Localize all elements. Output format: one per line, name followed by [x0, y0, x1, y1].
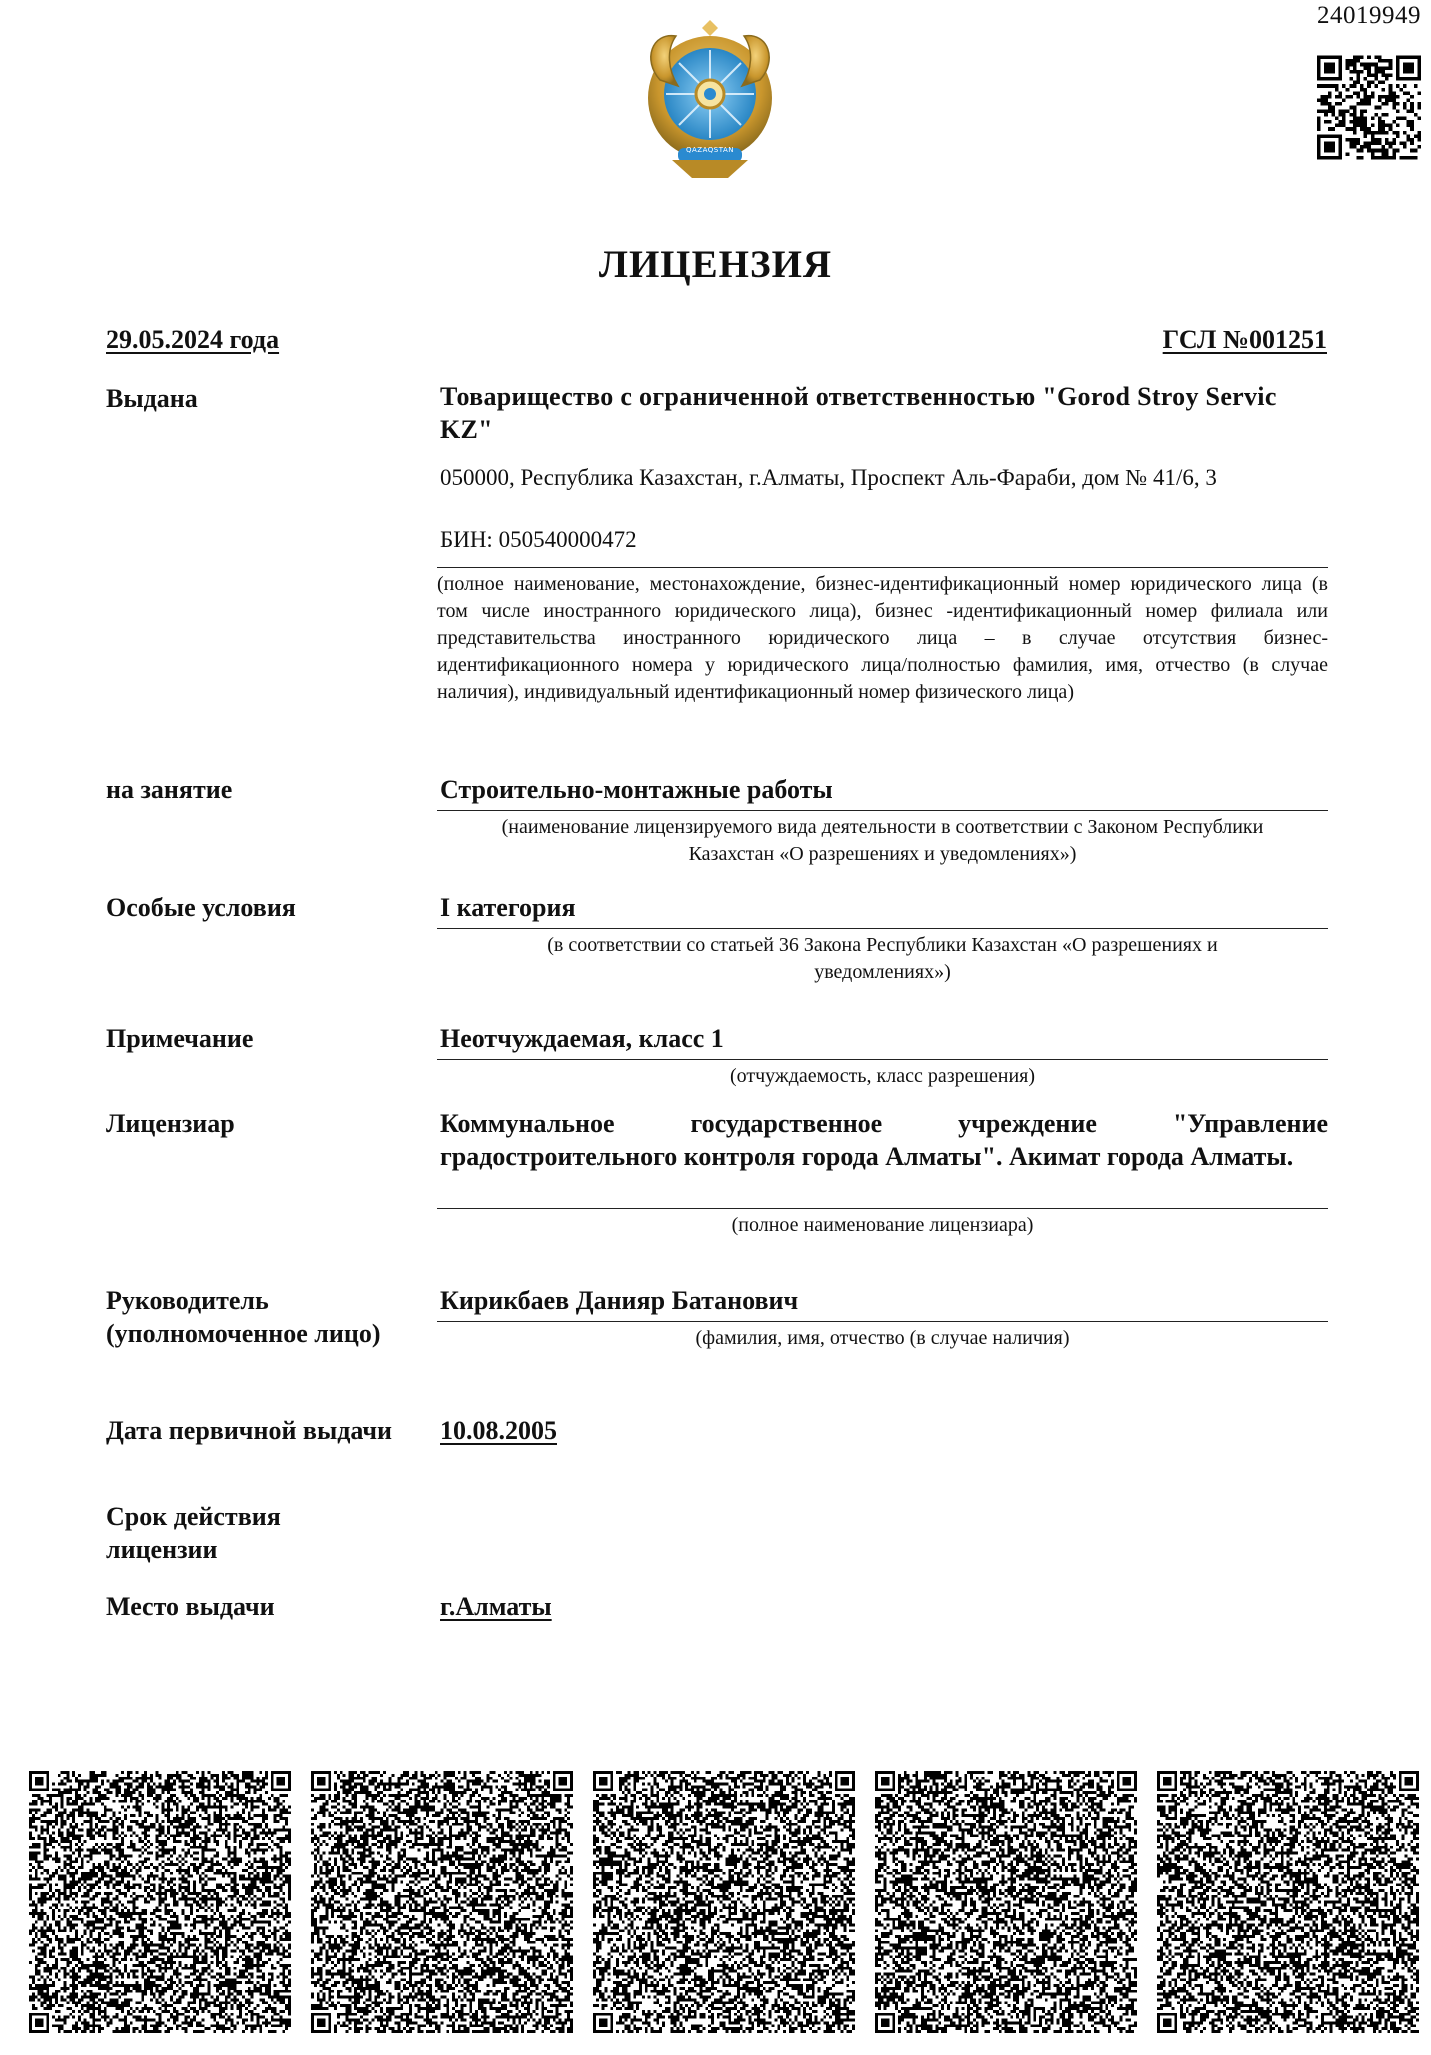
place-value: г.Алматы: [440, 1592, 552, 1621]
issued-to-bin: БИН: 050540000472: [440, 527, 637, 552]
emblem-caption: QAZAQSTAN: [686, 146, 734, 154]
qr-code-small: [1317, 54, 1421, 161]
license-date: 29.05.2024 года: [106, 325, 280, 354]
state-emblem: [632, 20, 788, 180]
qr-code-5: [1157, 1768, 1419, 2036]
issued-to-caption: (полное наименование, местонахождение, бизнес-идентификационный номер юридического лица (в том числе иностранного юридического лица), бизнес -идентификационный номер филиала или представительства иностранного юридического лица – в случае отсутствия бизнес-идентификационного номера у юридического лица/полностью фамилия, имя, отчество (в случае наличия), индивидуальный идентификационный номер физического лица): [437, 573, 1328, 703]
special-conditions-value: I категория: [440, 893, 576, 922]
note-label: Примечание: [106, 1024, 254, 1053]
special-conditions-rule: [437, 928, 1328, 929]
head-rule: [437, 1321, 1328, 1322]
head-label-line1: Руководитель: [106, 1286, 269, 1315]
qr-code-4: [875, 1768, 1137, 2036]
page-title: ЛИЦЕНЗИЯ: [598, 243, 833, 286]
note-rule: [437, 1059, 1328, 1060]
issued-to-rule: [437, 567, 1328, 568]
validity-label-line1: Срок действия: [106, 1502, 281, 1531]
special-conditions-label: Особые условия: [106, 893, 296, 922]
licensor-label: Лицензиар: [106, 1109, 235, 1138]
activity-value: Строительно-монтажные работы: [440, 775, 833, 804]
activity-caption: (наименование лицензируемого вида деятельности в соответствии с Законом Республики Казахстан «О разрешениях и уведомлениях»): [501, 816, 1264, 865]
head-label-line2: (уполномоченное лицо): [106, 1319, 381, 1348]
first-issue-label: Дата первичной выдачи: [106, 1416, 393, 1445]
licensor-value: Коммунальное государственное учреждение "Управление градостроительного контроля города Алматы". Акимат города Алматы.: [440, 1109, 1328, 1171]
validity-label-line2: лицензии: [106, 1535, 218, 1564]
qr-code-1: [29, 1768, 291, 2036]
license-number: ГСЛ №001251: [1162, 325, 1327, 354]
special-conditions-caption: (в соответствии со статьей 36 Закона Республики Казахстан «О разрешениях и уведомлениях»): [547, 934, 1218, 983]
document-number: 24019949: [1317, 2, 1421, 29]
activity-rule: [437, 810, 1328, 811]
note-value: Неотчуждаемая, класс 1: [440, 1024, 724, 1053]
issued-to-name: Товарищество с ограниченной ответственностью "Gorod Stroy Servic KZ": [440, 382, 1277, 444]
issued-to-address: 050000, Республика Казахстан, г.Алматы, Проспект Аль-Фараби, дом № 41/6, 3: [440, 465, 1217, 490]
place-label: Место выдачи: [106, 1592, 275, 1621]
head-caption: (фамилия, имя, отчество (в случае наличия): [695, 1327, 1070, 1349]
licensor-caption: (полное наименование лицензиара): [731, 1214, 1034, 1236]
qr-code-3: [593, 1768, 855, 2036]
issued-to-label: Выдана: [106, 384, 198, 413]
licensor-rule: [437, 1208, 1328, 1209]
note-caption: (отчуждаемость, класс разрешения): [729, 1065, 1036, 1087]
first-issue-value: 10.08.2005: [440, 1416, 557, 1445]
head-value: Кирикбаев Данияр Батанович: [440, 1286, 799, 1315]
qr-code-2: [311, 1768, 573, 2036]
activity-label: на занятие: [106, 775, 233, 804]
